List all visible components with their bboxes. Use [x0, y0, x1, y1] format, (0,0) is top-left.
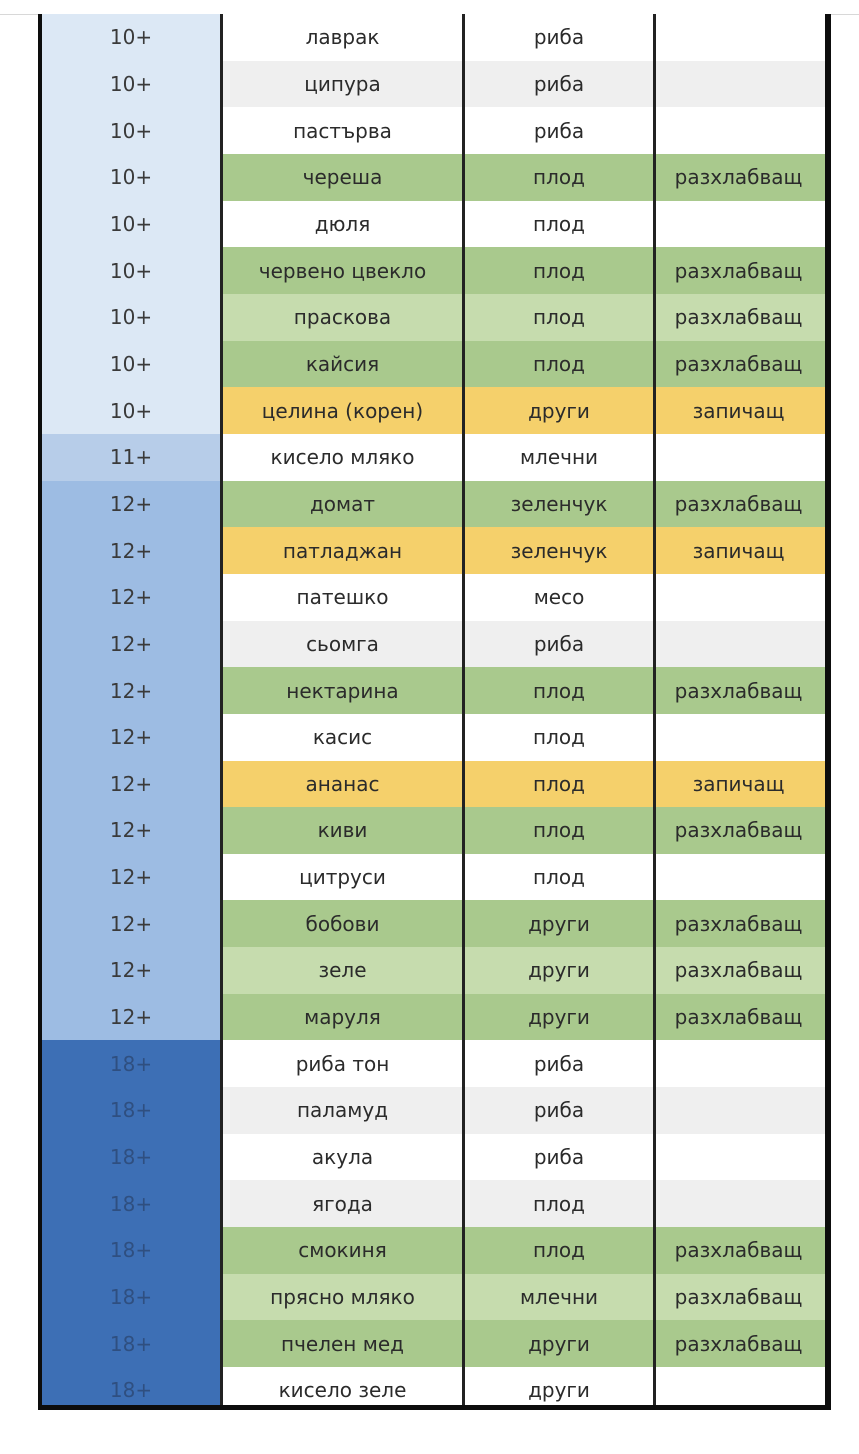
food-cell: ананас: [220, 761, 462, 808]
effect-cell: [653, 1180, 825, 1227]
table-row: [42, 434, 825, 481]
type-cell: плод: [462, 294, 653, 341]
table-row: [42, 527, 825, 574]
food-cell: нектарина: [220, 667, 462, 714]
food-cell: домат: [220, 481, 462, 528]
type-cell: плод: [462, 1227, 653, 1274]
type-cell: други: [462, 947, 653, 994]
table-row: [42, 994, 825, 1041]
type-cell: млечни: [462, 434, 653, 481]
food-cell: касис: [220, 714, 462, 761]
effect-cell: [653, 434, 825, 481]
type-cell: месо: [462, 574, 653, 621]
effect-cell: разхлабващ: [653, 294, 825, 341]
type-cell: риба: [462, 107, 653, 154]
food-cell: праскова: [220, 294, 462, 341]
age-cell: 18+: [42, 1087, 220, 1134]
age-cell: 10+: [42, 61, 220, 108]
table-row: [42, 667, 825, 714]
table-row: [42, 247, 825, 294]
type-cell: плод: [462, 667, 653, 714]
table-row: [42, 341, 825, 388]
food-cell: цитруси: [220, 854, 462, 901]
age-cell: 10+: [42, 201, 220, 248]
type-cell: риба: [462, 61, 653, 108]
effect-cell: разхлабващ: [653, 1274, 825, 1321]
effect-cell: [653, 621, 825, 668]
effect-cell: [653, 201, 825, 248]
food-cell: кисело мляко: [220, 434, 462, 481]
effect-cell: запичащ: [653, 527, 825, 574]
age-cell: 10+: [42, 154, 220, 201]
table-row: [42, 1227, 825, 1274]
food-cell: кисело зеле: [220, 1367, 462, 1410]
table-row: [42, 1367, 825, 1410]
effect-cell: разхлабващ: [653, 481, 825, 528]
type-cell: други: [462, 1320, 653, 1367]
table-row: [42, 807, 825, 854]
age-cell: 18+: [42, 1180, 220, 1227]
effect-cell: [653, 1040, 825, 1087]
food-cell: киви: [220, 807, 462, 854]
type-cell: плод: [462, 714, 653, 761]
table-row: [42, 1134, 825, 1181]
type-cell: риба: [462, 1134, 653, 1181]
table-row: [42, 1040, 825, 1087]
type-cell: риба: [462, 621, 653, 668]
age-cell: 10+: [42, 247, 220, 294]
effect-cell: [653, 1087, 825, 1134]
table-row: [42, 154, 825, 201]
age-cell: 10+: [42, 14, 220, 61]
type-cell: плод: [462, 854, 653, 901]
type-cell: други: [462, 900, 653, 947]
effect-cell: разхлабващ: [653, 1227, 825, 1274]
age-cell: 10+: [42, 387, 220, 434]
type-cell: риба: [462, 14, 653, 61]
food-cell: целина (корен): [220, 387, 462, 434]
effect-cell: разхлабващ: [653, 341, 825, 388]
table-row: [42, 1087, 825, 1134]
food-cell: бобови: [220, 900, 462, 947]
food-cell: паламуд: [220, 1087, 462, 1134]
effect-cell: [653, 714, 825, 761]
food-cell: пчелен мед: [220, 1320, 462, 1367]
table-row: [42, 387, 825, 434]
food-cell: акула: [220, 1134, 462, 1181]
food-cell: пастърва: [220, 107, 462, 154]
type-cell: плод: [462, 341, 653, 388]
age-cell: 12+: [42, 900, 220, 947]
food-cell: череша: [220, 154, 462, 201]
type-cell: млечни: [462, 1274, 653, 1321]
table-row: [42, 294, 825, 341]
effect-cell: разхлабващ: [653, 994, 825, 1041]
age-cell: 18+: [42, 1367, 220, 1410]
effect-cell: разхлабващ: [653, 900, 825, 947]
age-cell: 12+: [42, 481, 220, 528]
effect-cell: [653, 107, 825, 154]
food-cell: патладжан: [220, 527, 462, 574]
effect-cell: [653, 61, 825, 108]
effect-cell: запичащ: [653, 761, 825, 808]
age-cell: 12+: [42, 714, 220, 761]
table-row: [42, 761, 825, 808]
food-cell: зеле: [220, 947, 462, 994]
table-row: [42, 621, 825, 668]
age-cell: 12+: [42, 807, 220, 854]
type-cell: други: [462, 994, 653, 1041]
age-cell: 12+: [42, 574, 220, 621]
age-cell: 18+: [42, 1274, 220, 1321]
effect-cell: разхлабващ: [653, 1320, 825, 1367]
table-row: [42, 107, 825, 154]
age-cell: 12+: [42, 947, 220, 994]
table-row: [42, 854, 825, 901]
food-cell: ципура: [220, 61, 462, 108]
type-cell: зеленчук: [462, 527, 653, 574]
type-cell: плод: [462, 201, 653, 248]
type-cell: плод: [462, 247, 653, 294]
table-row: [42, 900, 825, 947]
food-cell: прясно мляко: [220, 1274, 462, 1321]
effect-cell: [653, 1134, 825, 1181]
type-cell: плод: [462, 761, 653, 808]
table-row: [42, 61, 825, 108]
table-row: [42, 201, 825, 248]
table-row: [42, 481, 825, 528]
food-cell: смокиня: [220, 1227, 462, 1274]
age-cell: 12+: [42, 854, 220, 901]
age-cell: 10+: [42, 341, 220, 388]
food-cell: маруля: [220, 994, 462, 1041]
type-cell: плод: [462, 807, 653, 854]
effect-cell: разхлабващ: [653, 154, 825, 201]
age-cell: 18+: [42, 1227, 220, 1274]
food-cell: патешко: [220, 574, 462, 621]
type-cell: риба: [462, 1040, 653, 1087]
effect-cell: [653, 854, 825, 901]
table-row: [42, 1274, 825, 1321]
type-cell: плод: [462, 1180, 653, 1227]
type-cell: плод: [462, 154, 653, 201]
age-cell: 12+: [42, 761, 220, 808]
type-cell: други: [462, 1367, 653, 1410]
table-body: [42, 14, 825, 1410]
type-cell: зеленчук: [462, 481, 653, 528]
food-introduction-table: [38, 14, 831, 1410]
effect-cell: [653, 574, 825, 621]
food-cell: дюля: [220, 201, 462, 248]
food-cell: сьомга: [220, 621, 462, 668]
age-cell: 18+: [42, 1134, 220, 1181]
type-cell: други: [462, 387, 653, 434]
food-cell: лаврак: [220, 14, 462, 61]
table-row: [42, 1180, 825, 1227]
effect-cell: разхлабващ: [653, 947, 825, 994]
effect-cell: разхлабващ: [653, 247, 825, 294]
age-cell: 12+: [42, 994, 220, 1041]
effect-cell: [653, 1367, 825, 1410]
age-cell: 10+: [42, 107, 220, 154]
effect-cell: разхлабващ: [653, 667, 825, 714]
table-row: [42, 574, 825, 621]
effect-cell: разхлабващ: [653, 807, 825, 854]
effect-cell: запичащ: [653, 387, 825, 434]
food-cell: червено цвекло: [220, 247, 462, 294]
food-cell: кайсия: [220, 341, 462, 388]
age-cell: 10+: [42, 294, 220, 341]
table-row: [42, 947, 825, 994]
age-cell: 12+: [42, 527, 220, 574]
table-row: [42, 714, 825, 761]
age-cell: 12+: [42, 621, 220, 668]
effect-cell: [653, 14, 825, 61]
age-cell: 11+: [42, 434, 220, 481]
age-cell: 12+: [42, 667, 220, 714]
type-cell: риба: [462, 1087, 653, 1134]
table-row: [42, 1320, 825, 1367]
table-row: [42, 14, 825, 61]
age-cell: 18+: [42, 1040, 220, 1087]
age-cell: 18+: [42, 1320, 220, 1367]
food-cell: риба тон: [220, 1040, 462, 1087]
food-cell: ягода: [220, 1180, 462, 1227]
